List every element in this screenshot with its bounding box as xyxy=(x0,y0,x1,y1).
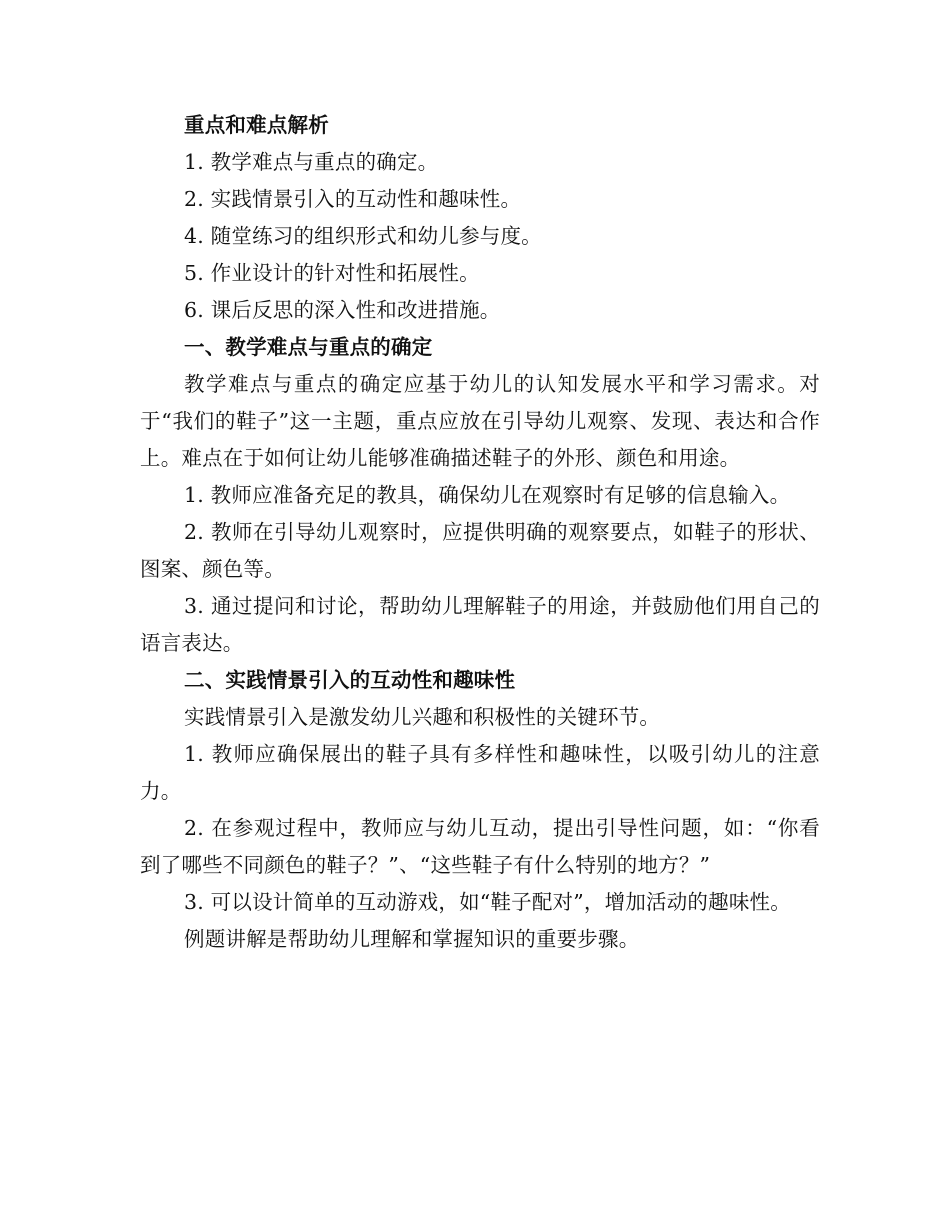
section2-item: 1. 教师应确保展出的鞋子具有多样性和趣味性，以吸引幼儿的注意力。 xyxy=(140,742,820,803)
section1-item: 1. 教师应准备充足的教具，确保幼儿在观察时有足够的信息输入。 xyxy=(184,483,791,507)
document-content xyxy=(140,107,820,958)
section1-paragraph: 教学难点与重点的确定应基于幼儿的认知发展水平和学习需求。对于“我们的鞋子”这一主题，重点应放在引导幼儿观察、发现、表达和合作上。难点在于如何让幼儿能够准确描述鞋子的外形、颜色和用途。 xyxy=(140,372,820,470)
closing-paragraph: 例题讲解是帮助幼儿理解和掌握知识的重要步骤。 xyxy=(184,927,640,951)
section2-item: 3. 可以设计简单的互动游戏，如“鞋子配对”，增加活动的趣味性。 xyxy=(184,890,791,914)
section1-heading: 一、教学难点与重点的确定 xyxy=(184,335,433,359)
section1-item: 3. 通过提问和讨论，帮助幼儿理解鞋子的用途，并鼓励他们用自己的语言表达。 xyxy=(140,594,820,655)
intro-item: 5. 作业设计的针对性和拓展性。 xyxy=(184,261,480,285)
intro-item: 4. 随堂练习的组织形式和幼儿参与度。 xyxy=(184,224,542,248)
intro-item: 6. 课后反思的深入性和改进措施。 xyxy=(184,298,501,322)
intro-item: 1. 教学难点与重点的确定。 xyxy=(184,150,439,174)
intro-item: 2. 实践情景引入的互动性和趣味性。 xyxy=(184,187,522,211)
intro-heading: 重点和难点解析 xyxy=(184,113,329,137)
section1-item: 2. 教师在引导幼儿观察时，应提供明确的观察要点，如鞋子的形状、图案、颜色等。 xyxy=(140,520,820,581)
section2-heading: 二、实践情景引入的互动性和趣味性 xyxy=(184,668,516,692)
section2-item: 2. 在参观过程中，教师应与幼儿互动，提出引导性问题，如：“你看到了哪些不同颜色的鞋子？”、“这些鞋子有什么特别的地方？” xyxy=(140,816,820,877)
section2-paragraph: 实践情景引入是激发幼儿兴趣和积极性的关键环节。 xyxy=(184,705,661,729)
